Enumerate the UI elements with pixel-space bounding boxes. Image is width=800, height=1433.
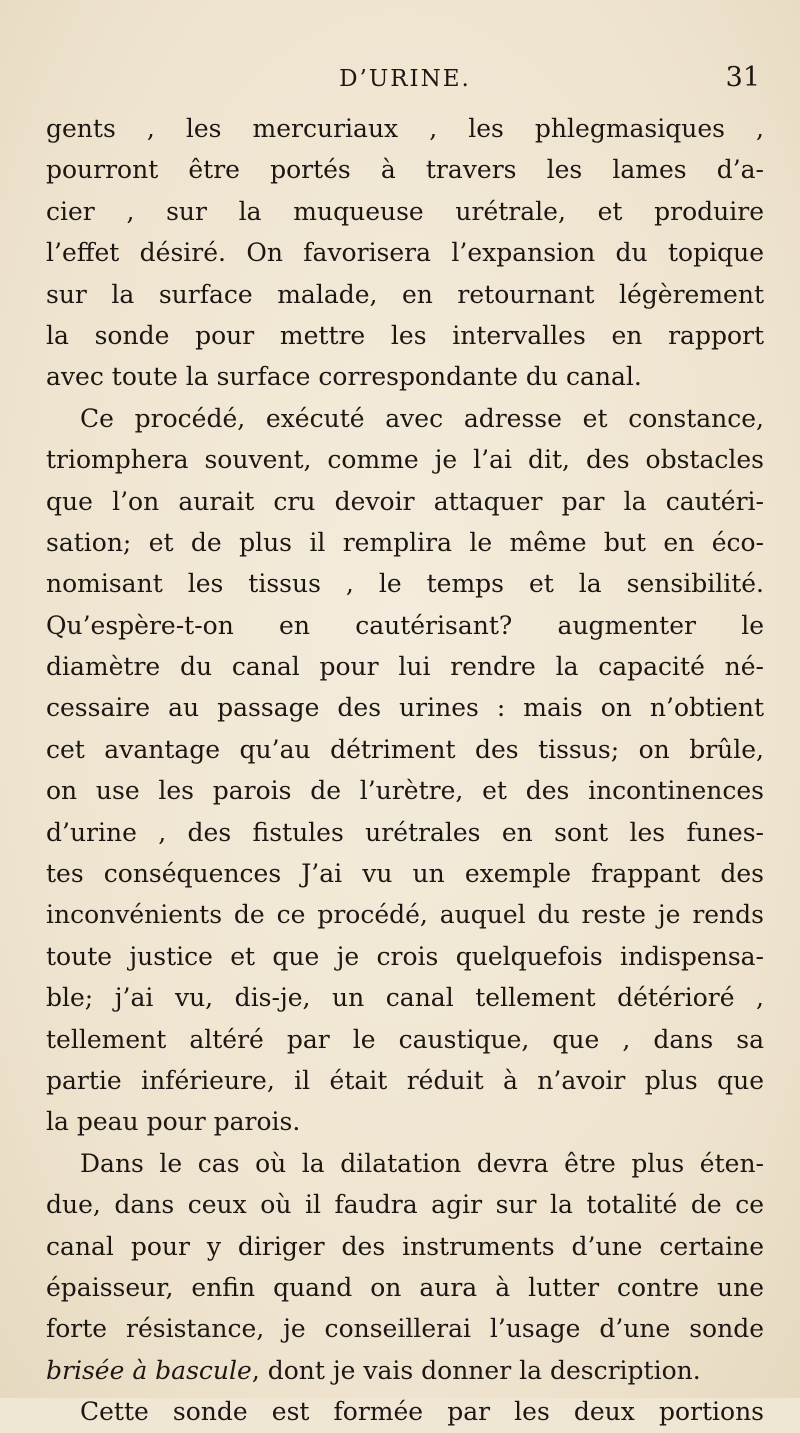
text-line-with-emphasis — [46, 1350, 764, 1391]
text-fragment: , dont je vais donner la description. — [251, 1355, 701, 1385]
text-line: due, dans ceux où il faudra agir sur la totalité de ce — [46, 1190, 764, 1220]
text-line: tes conséquences J’ai vu un exemple frappant des — [46, 859, 764, 889]
text-line: diamètre du canal pour lui rendre la capacité né- — [46, 652, 764, 682]
text-line: ble; j’ai vu, dis-je, un canal tellement détérioré , — [46, 983, 764, 1013]
text-line: pourront être portés à travers les lames d’a- — [46, 155, 764, 185]
paragraph-start-line: Ce procédé, exécuté avec adresse et constance, — [80, 403, 764, 433]
body-text — [46, 108, 764, 1433]
text-line: cessaire au passage des urines : mais on n’obtient — [46, 693, 764, 723]
text-line: cet avantage qu’au détriment des tissus; on brûle, — [46, 734, 764, 764]
paragraph-start-line: Cette sonde est formée par les deux portions — [80, 1397, 764, 1427]
text-line: l’effet désiré. On favorisera l’expansion du topique — [46, 238, 764, 268]
text-line: forte résistance, je conseillerai l’usage d’une sonde — [46, 1314, 764, 1344]
text-line: la sonde pour mettre les intervalles en rapport — [46, 320, 764, 350]
text-line: triomphera souvent, comme je l’ai dit, des obstacles — [46, 445, 764, 475]
text-line: Qu’espère-t-on en cautérisant? augmenter le — [46, 610, 764, 640]
paragraph-start-line: Dans le cas où la dilatation devra être plus éten- — [80, 1148, 764, 1178]
paragraph-end-line: la peau pour parois. — [46, 1107, 301, 1137]
running-title: D’URINE. — [339, 66, 471, 92]
text-line: nomisant les tissus , le temps et la sensibilité. — [46, 569, 764, 599]
text-line: d’urine , des fistules urétrales en sont les funes- — [46, 817, 764, 847]
text-line: sur la surface malade, en retournant légèrement — [46, 279, 764, 309]
text-line: sation; et de plus il remplira le même but en éco- — [46, 527, 764, 557]
paragraph-end-line: avec toute la surface correspondante du canal. — [46, 362, 642, 392]
text-line: épaisseur, enfin quand on aura à lutter contre une — [46, 1272, 764, 1302]
text-line: partie inférieure, il était réduit à n’avoir plus que — [46, 1065, 764, 1095]
text-line: gents , les mercuriaux , les phlegmasiques , — [46, 114, 764, 143]
page-number: 31 — [725, 62, 760, 93]
text-line: canal pour y diriger des instruments d’une certaine — [46, 1231, 764, 1261]
text-line: inconvénients de ce procédé, auquel du reste je rends — [46, 900, 764, 930]
running-head — [50, 62, 760, 106]
text-line: que l’on aurait cru devoir attaquer par la cautéri- — [46, 486, 764, 516]
italic-term: brisée à bascule — [46, 1355, 252, 1385]
text-line: cier , sur la muqueuse urétrale, et produire — [46, 196, 764, 226]
text-line: tellement altéré par le caustique, que , dans sa — [46, 1024, 764, 1054]
text-line: on use les parois de l’urètre, et des incontinences — [46, 776, 764, 806]
text-line: toute justice et que je crois quelquefois indispensa- — [46, 941, 764, 971]
